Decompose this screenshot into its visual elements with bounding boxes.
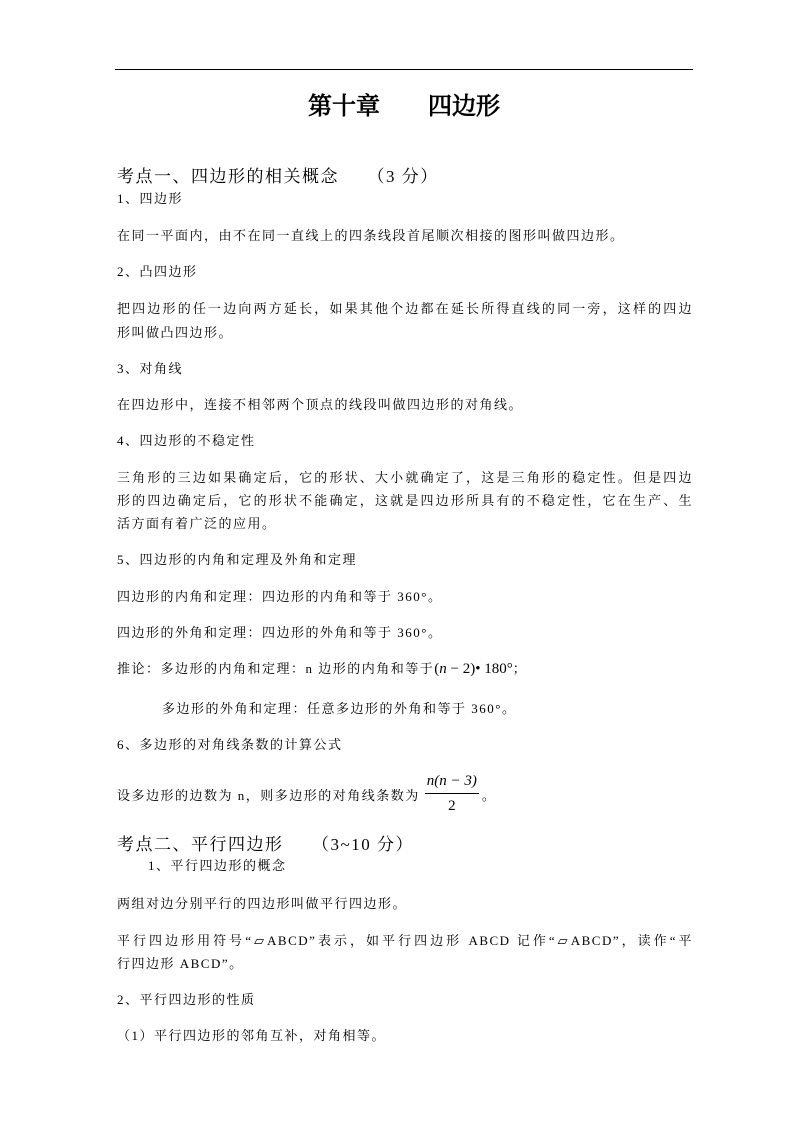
- corollary-prefix: 推论：多边形的内角和定理：n 边形的内角和等于: [117, 661, 435, 676]
- s2-item1-label: 1、平行四边形的概念: [148, 858, 287, 873]
- item5-polygon-exterior: 多边形的外角和定理：任意多边形的外角和等于 360°。: [162, 701, 517, 716]
- item4-line-2: 形的四边确定后，它的形状不能确定，这就是四边形所具有的不稳定性，它在生产、生: [117, 493, 693, 508]
- item6-suffix: 。: [481, 787, 497, 803]
- s2-item1-definition: 两组对边分别平行的四边形叫做平行四边形。: [117, 896, 408, 911]
- item1-text: 在同一平面内，由不在同一直线上的四条线段首尾顺次相接的图形叫做四边形。: [117, 228, 625, 243]
- item6-formula-line: [117, 770, 496, 818]
- item3-text: 在四边形中，连接不相邻两个顶点的线段叫做四边形的对角线。: [117, 397, 524, 412]
- formula-paren-rest: − 2): [446, 661, 476, 677]
- item6-prefix: 设多边形的边数为 n，则多边形的对角线条数为: [117, 787, 420, 803]
- item6-label: 6、多边形的对角线条数的计算公式: [117, 737, 343, 752]
- section2-heading: 考点二、平行四边形 （3~10 分）: [117, 835, 414, 854]
- item4-label: 4、四边形的不稳定性: [117, 433, 256, 448]
- item3-label: 3、对角线: [117, 361, 184, 376]
- corollary-suffix: ；: [512, 661, 528, 676]
- chapter-title: 第十章 四边形: [308, 94, 500, 120]
- fraction-denominator: 2: [448, 798, 456, 814]
- item5-label: 5、四边形的内角和定理及外角和定理: [117, 552, 358, 567]
- s2-item2-property-1: （1）平行四边形的邻角互补，对角相等。: [117, 1028, 387, 1043]
- header-rule: [115, 69, 693, 70]
- formula-dot: •: [475, 661, 481, 677]
- formula-value: 180°: [480, 661, 513, 677]
- formula-variable: n: [439, 661, 447, 677]
- corollary-formula: [434, 661, 512, 677]
- s2-item2-label: 2、平行四边形的性质: [117, 992, 256, 1007]
- section1-heading: 考点一、四边形的相关概念 （3 分）: [117, 167, 439, 186]
- item1-label: 1、四边形: [117, 191, 184, 206]
- item4-line-1: 三角形的三边如果确定后，它的形状、大小就确定了，这是三角形的稳定性。但是四边: [117, 470, 693, 485]
- formula-paren-open: (: [434, 661, 440, 677]
- item5-interior-theorem: 四边形的内角和定理：四边形的内角和等于 360°。: [117, 589, 443, 604]
- fraction-numerator: n(n − 3): [425, 772, 479, 794]
- item4-line-3: 活方面有着广泛的应用。: [117, 516, 277, 531]
- item5-corollary: [117, 659, 527, 679]
- s2-item1-notation-line-2: 行四边形 ABCD”。: [117, 956, 244, 971]
- item2-line-1: 把四边形的任一边向两方延长，如果其他个边都在延长所得直线的同一旁，这样的四边: [117, 301, 693, 316]
- s2-item1-notation-line-1: 平行四边形用符号“▱ABCD”表示，如平行四边形 ABCD 记作“▱ABCD”，读作“平: [117, 933, 693, 948]
- item2-line-2: 形叫做凸四边形。: [117, 325, 234, 340]
- diagonal-count-fraction: [425, 772, 479, 816]
- item5-exterior-theorem: 四边形的外角和定理：四边形的外角和等于 360°。: [117, 625, 443, 640]
- item2-label: 2、凸四边形: [117, 264, 198, 279]
